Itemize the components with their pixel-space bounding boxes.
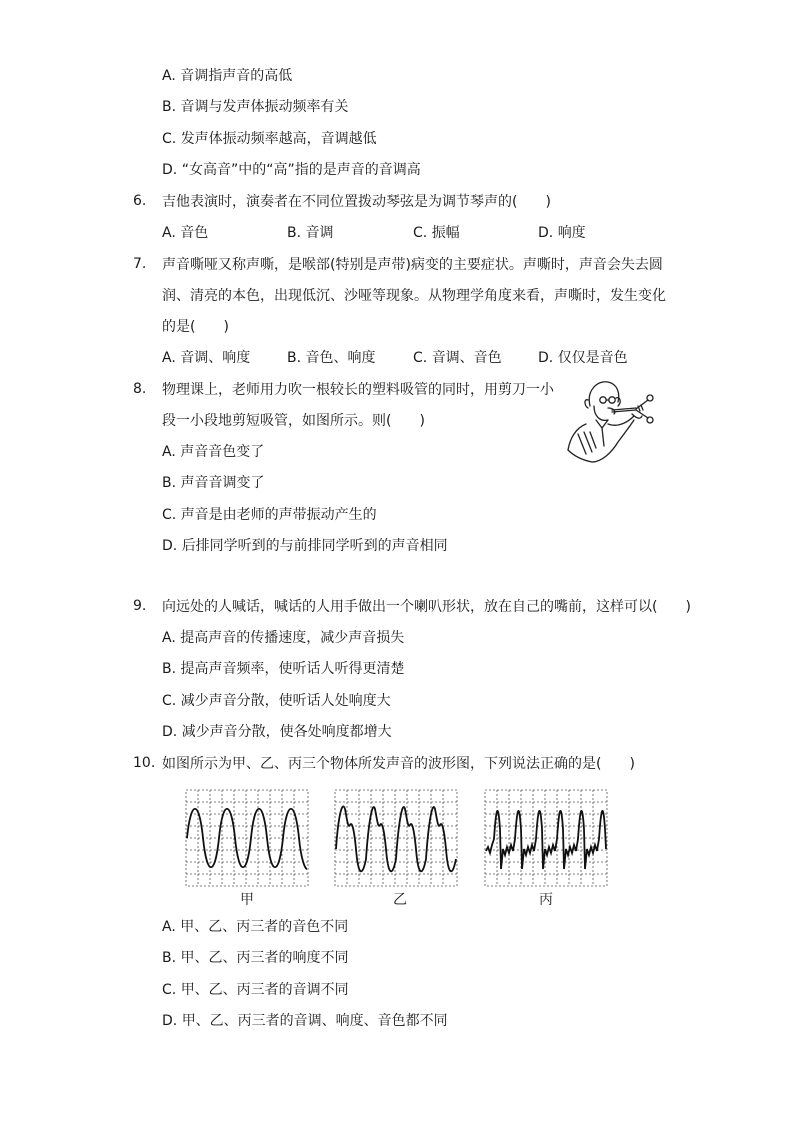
- waveform-label-bing: 丙: [539, 892, 553, 908]
- waveform-grid: [335, 790, 457, 886]
- waveform-grid: [485, 790, 607, 886]
- option-letter: C.: [162, 982, 177, 998]
- option-q5-d: [162, 161, 421, 179]
- option-letter: D.: [162, 724, 178, 740]
- option-text: 发声体振动频率越高，音调越低: [180, 131, 377, 147]
- option-q8-a: [162, 443, 264, 461]
- option-q6-d: [538, 224, 586, 242]
- waveform-bing: [484, 789, 608, 887]
- question-number-8: 8.: [133, 381, 147, 397]
- option-letter: B.: [162, 99, 177, 115]
- option-q7-d: [538, 349, 628, 367]
- option-text: 声音是由老师的声带振动产生的: [180, 507, 377, 523]
- option-text: “女高音”中的“高”指的是声音的音调高: [181, 162, 421, 178]
- option-text: 声音音调变了: [180, 475, 265, 491]
- option-letter: C.: [162, 693, 177, 709]
- option-text: 仅仅是音色: [557, 350, 628, 366]
- question-stem-7-line3: 的是( ): [162, 319, 229, 335]
- waveform-grid: [186, 790, 308, 886]
- question-number-10: 10.: [133, 755, 156, 771]
- option-text: 音色、响度: [305, 350, 376, 366]
- option-letter: A.: [162, 68, 176, 84]
- option-letter: A.: [162, 630, 176, 646]
- teacher-cutting-straw-illustration: [556, 376, 662, 468]
- option-q10-a: [162, 918, 348, 936]
- option-text: 减少声音分散，使各处响度都增大: [181, 724, 392, 740]
- option-text: 甲、乙、丙三者的响度不同: [180, 950, 349, 966]
- option-letter: D.: [538, 225, 554, 241]
- option-q9-b: [162, 660, 405, 678]
- option-letter: C.: [413, 225, 428, 241]
- question-stem-8-line2: 段一小段地剪短吸管，如图所示。则( ): [162, 413, 425, 429]
- option-text: 提高声音的传播速度，减少声音损失: [180, 630, 405, 646]
- option-text: 音调指声音的高低: [180, 68, 293, 84]
- option-text: 振幅: [431, 225, 460, 241]
- option-letter: B.: [162, 661, 177, 677]
- option-text: 音色: [180, 225, 209, 241]
- option-letter: A.: [162, 919, 176, 935]
- option-text: 甲、乙、丙三者的音调、响度、音色都不同: [181, 1013, 448, 1029]
- question-number-9: 9.: [133, 598, 147, 614]
- option-letter: B.: [162, 475, 177, 491]
- option-text: 后排同学听到的与前排同学听到的声音相同: [181, 538, 448, 554]
- option-text: 音调、音色: [431, 350, 502, 366]
- option-q5-a: [162, 67, 292, 85]
- option-text: 音调: [305, 225, 334, 241]
- option-q6-b: [287, 224, 334, 242]
- option-q7-c: [413, 349, 502, 367]
- option-q7-a: [162, 349, 250, 367]
- question-stem-9: 向远处的人喊话，喊话的人用手做出一个喇叭形状，放在自己的嘴前，这样可以( ): [162, 599, 691, 615]
- option-letter: A.: [162, 444, 176, 460]
- question-stem-6: 吉他表演时，演奏者在不同位置拨动琴弦是为调节琴声的( ): [162, 194, 551, 210]
- option-letter: D.: [162, 538, 178, 554]
- question-stem-7-line1: 声音嘶哑又称声嘶，是喉部(特别是声带)病变的主要症状。声嘶时，声音会失去圆: [162, 257, 663, 273]
- waveform-label-jia: 甲: [240, 892, 254, 908]
- waveform-yi: [334, 789, 458, 887]
- option-text: 音调、响度: [180, 350, 251, 366]
- question-stem-10: 如图所示为甲、乙、丙三个物体所发声音的波形图，下列说法正确的是( ): [162, 756, 635, 772]
- question-stem-7-line2: 润、清亮的本色，出现低沉、沙哑等现象。从物理学角度来看，声嘶时，发生变化: [162, 288, 666, 304]
- waveform-curve: [336, 806, 456, 871]
- option-letter: D.: [538, 350, 554, 366]
- option-q5-c: [162, 130, 377, 148]
- option-q8-d: [162, 537, 448, 555]
- waveform-curve: [187, 809, 307, 869]
- option-text: 提高声音频率，使听话人听得更清楚: [180, 661, 405, 677]
- option-q10-d: [162, 1012, 448, 1030]
- option-q8-c: [162, 506, 377, 524]
- waveform-curve: [486, 811, 606, 869]
- waveform-label-yi: 乙: [393, 892, 407, 908]
- option-letter: D.: [162, 162, 178, 178]
- option-text: 音调与发声体振动频率有关: [180, 99, 349, 115]
- option-letter: A.: [162, 350, 176, 366]
- option-q9-d: [162, 723, 392, 741]
- option-text: 声音音色变了: [180, 444, 265, 460]
- option-letter: C.: [413, 350, 428, 366]
- option-q9-c: [162, 692, 391, 710]
- option-text: 减少声音分散，使听话人处响度大: [180, 693, 391, 709]
- option-text: 响度: [557, 225, 586, 241]
- option-q6-c: [413, 224, 460, 242]
- option-letter: B.: [162, 950, 177, 966]
- waveform-jia: [185, 789, 309, 887]
- option-q7-b: [287, 349, 376, 367]
- question-number-7: 7.: [133, 256, 147, 272]
- option-letter: A.: [162, 225, 176, 241]
- option-text: 甲、乙、丙三者的音调不同: [180, 982, 349, 998]
- option-q8-b: [162, 474, 265, 492]
- option-q9-a: [162, 629, 404, 647]
- option-letter: B.: [287, 225, 302, 241]
- option-q6-a: [162, 224, 208, 242]
- option-q10-c: [162, 981, 349, 999]
- option-letter: C.: [162, 507, 177, 523]
- option-q10-b: [162, 949, 349, 967]
- option-letter: B.: [287, 350, 302, 366]
- option-letter: C.: [162, 131, 177, 147]
- option-q5-b: [162, 98, 349, 116]
- question-stem-8-line1: 物理课上，老师用力吹一根较长的塑料吸管的同时，用剪刀一小: [162, 382, 554, 398]
- option-text: 甲、乙、丙三者的音色不同: [180, 919, 349, 935]
- question-number-6: 6.: [133, 193, 147, 209]
- option-letter: D.: [162, 1013, 178, 1029]
